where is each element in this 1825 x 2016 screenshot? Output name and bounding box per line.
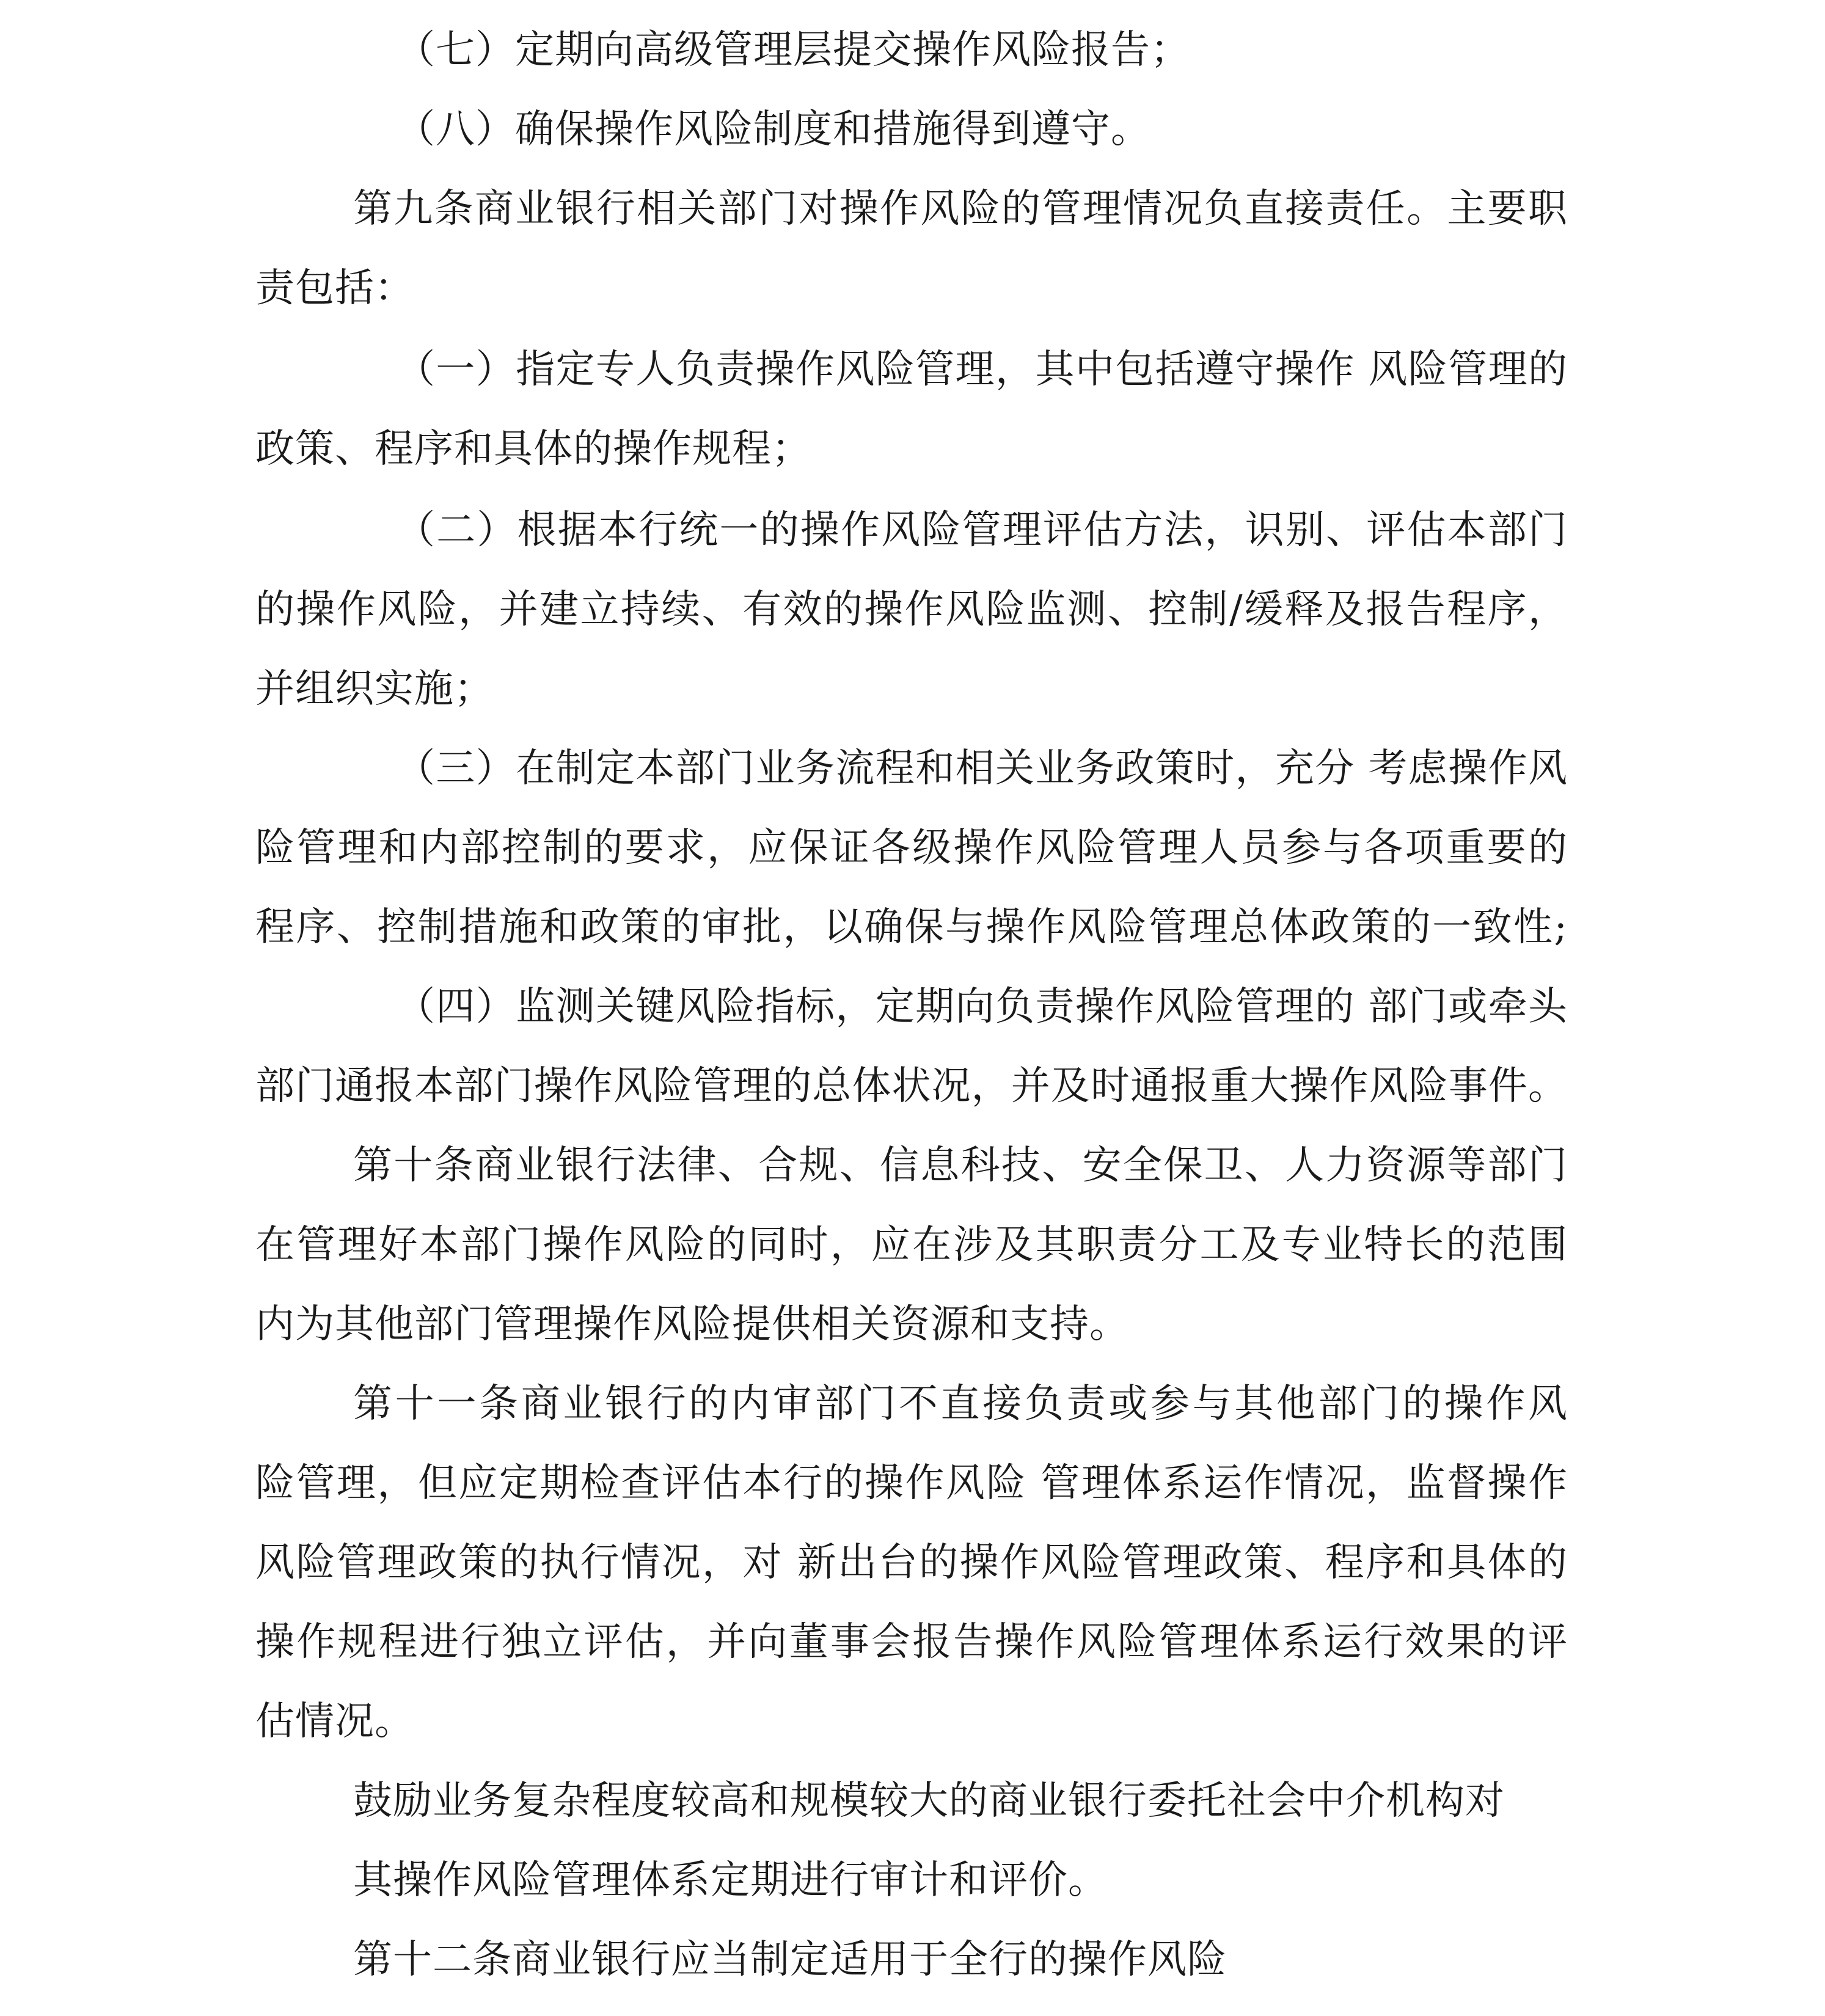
text-line: 的操作风险，并建立持续、有效的操作风险监测、控制/缓释及报告程序，	[255, 587, 1568, 632]
text-line: 风险管理政策的执行情况，对 新出台的操作风险管理政策、程序和具体的	[255, 1540, 1568, 1585]
text-line: 险管理，但应定期检查评估本行的操作风险 管理体系运作情况，监督操作	[255, 1461, 1568, 1506]
text-line: 第九条商业银行相关部门对操作风险的管理情况负直接责任。主要职	[353, 186, 1568, 232]
text-line: 程序、控制措施和政策的审批，以确保与操作风险管理总体政策的一致性;	[255, 905, 1568, 950]
text-line: 第十一条商业银行的内审部门不直接负责或参与其他部门的操作风	[353, 1381, 1568, 1426]
text-line: （二）根据本行统一的操作风险管理评估方法，识别、评估本部门	[396, 508, 1568, 553]
text-line: 第十条商业银行法律、合规、信息科技、安全保卫、人力资源等部门	[353, 1143, 1568, 1188]
text-line: 部门通报本部门操作风险管理的总体状况，并及时通报重大操作风险事件。	[255, 1064, 1568, 1109]
text-line: （七）定期向高级管理层提交操作风险报告；	[396, 27, 1190, 73]
text-line: 内为其他部门管理操作风险提供相关资源和支持。	[255, 1302, 1129, 1347]
text-line: （一）指定专人负责操作风险管理，其中包括遵守操作 风险管理的	[396, 347, 1568, 392]
text-line: （四）监测关键风险指标，定期向负责操作风险管理的 部门或牵头	[396, 984, 1568, 1029]
text-line: 并组织实施；	[255, 667, 494, 712]
document-page	[255, 0, 1568, 2016]
text-line: 其操作风险管理体系定期进行审计和评价。	[353, 1858, 1108, 1903]
text-line: （三）在制定本部门业务流程和相关业务政策时，充分 考虑操作风	[396, 746, 1568, 791]
text-line: 政策、程序和具体的操作规程；	[255, 426, 811, 472]
text-line: 估情况。	[255, 1699, 414, 1744]
text-line: 责包括：	[255, 266, 414, 311]
text-line: 鼓励业务复杂程度较高和规模较大的商业银行委托社会中介机构对	[353, 1778, 1505, 1824]
text-line: 操作规程进行独立评估，并向董事会报告操作风险管理体系运行效果的评	[255, 1620, 1568, 1665]
text-line: （八）确保操作风险制度和措施得到遵守。	[396, 107, 1150, 152]
text-line: 险管理和内部控制的要求，应保证各级操作风险管理人员参与各项重要的	[255, 825, 1568, 871]
text-line: 第十二条商业银行应当制定适用于全行的操作风险	[353, 1937, 1227, 1982]
text-line: 在管理好本部门操作风险的同时，应在涉及其职责分工及专业特长的范围	[255, 1222, 1568, 1268]
